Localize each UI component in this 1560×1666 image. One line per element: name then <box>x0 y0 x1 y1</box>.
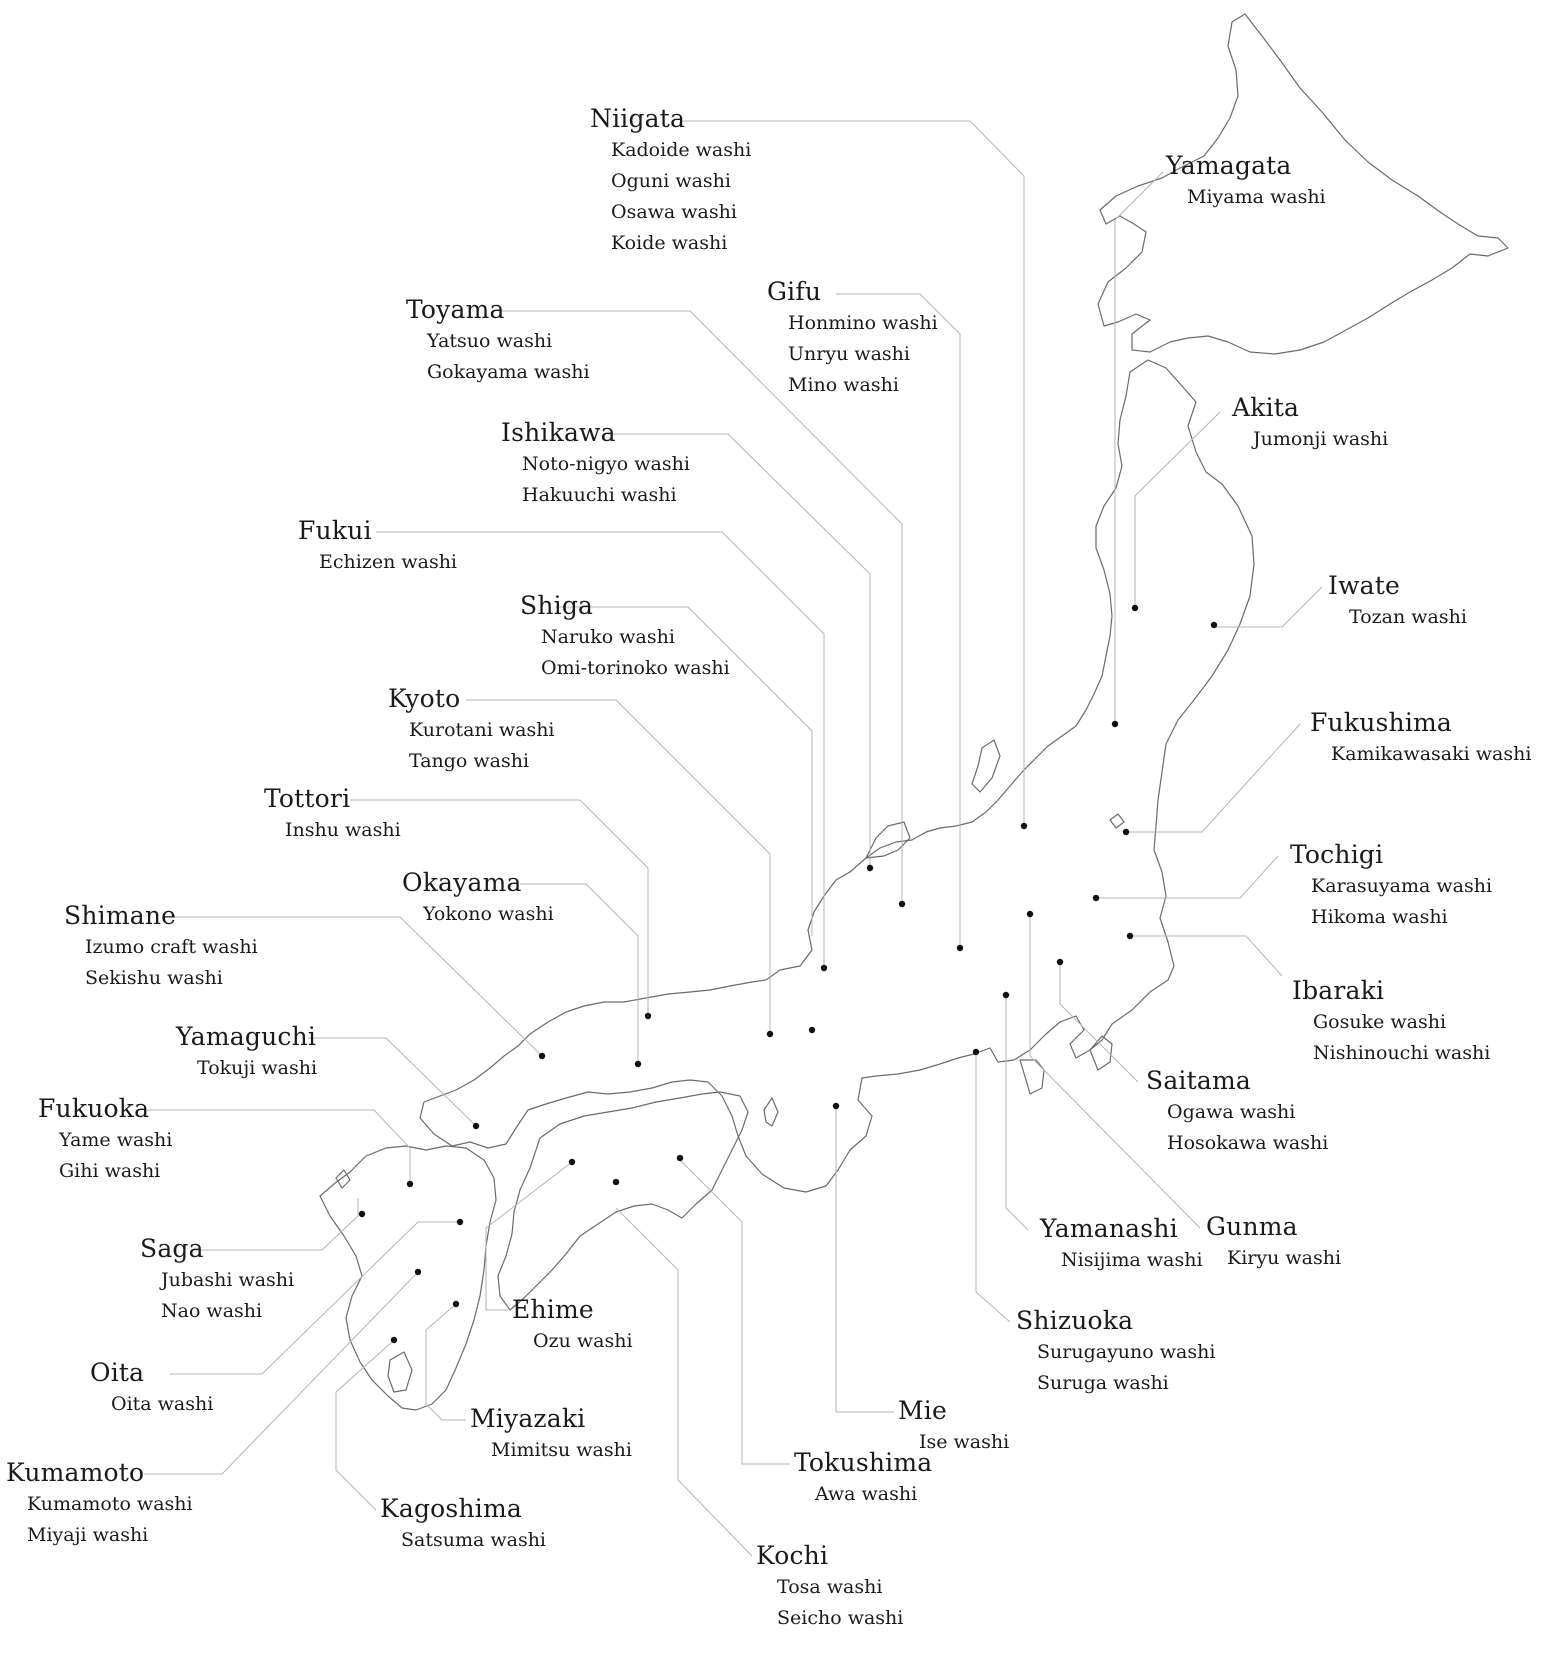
washi-item: Yatsuo washi <box>427 330 553 352</box>
dot-saitama <box>1057 959 1063 965</box>
washi-item: Suruga washi <box>1037 1372 1169 1394</box>
leader-miyazaki <box>426 1304 466 1420</box>
label-shimane <box>64 900 258 994</box>
washi-item: Mino washi <box>788 374 899 396</box>
label-kumamoto <box>6 1457 193 1551</box>
leader-kagoshima <box>336 1342 392 1510</box>
dot-niigata <box>1021 823 1027 829</box>
leader-tokushima <box>680 1160 790 1464</box>
prefecture-name: Miyazaki <box>470 1404 586 1433</box>
prefecture-name: Yamagata <box>1166 151 1292 180</box>
washi-item: Tosa washi <box>777 1576 883 1598</box>
label-saga <box>140 1233 294 1327</box>
label-shiga <box>520 590 730 684</box>
washi-item: Hakuuchi washi <box>522 484 677 506</box>
island-iki <box>336 1170 350 1188</box>
label-yamanashi <box>1040 1213 1203 1276</box>
prefecture-name: Okayama <box>402 868 522 897</box>
dot-toyama <box>899 901 905 907</box>
leader-tochigi <box>1096 856 1278 898</box>
washi-item: Gihi washi <box>59 1160 161 1182</box>
label-ibaraki <box>1292 975 1490 1069</box>
washi-item: Gosuke washi <box>1313 1011 1447 1033</box>
washi-item: Tozan washi <box>1349 606 1467 628</box>
dot-yamaguchi <box>473 1123 479 1129</box>
washi-item: Miyama washi <box>1187 186 1326 208</box>
washi-item: Jubashi washi <box>161 1269 295 1291</box>
washi-item: Satsuma washi <box>401 1529 547 1551</box>
prefecture-name: Shimane <box>64 901 177 930</box>
dot-tokushima <box>677 1155 683 1161</box>
leader-shizuoka <box>976 1052 1010 1322</box>
label-iwate <box>1328 570 1467 633</box>
washi-item: Hosokawa washi <box>1167 1132 1329 1154</box>
label-tochigi <box>1290 839 1492 933</box>
washi-item: Kadoide washi <box>611 139 752 161</box>
label-akita <box>1232 392 1388 455</box>
prefecture-name: Iwate <box>1328 571 1401 600</box>
washi-item: Tango washi <box>409 750 530 772</box>
prefecture-name: Gifu <box>767 277 822 306</box>
washi-item: Oita washi <box>111 1393 214 1415</box>
washi-item: Oguni washi <box>611 170 731 192</box>
island-shikoku <box>498 1092 748 1310</box>
dot-fukui <box>821 965 827 971</box>
leader-akita <box>1135 412 1220 608</box>
label-niigata <box>590 103 751 259</box>
label-toyama <box>406 294 590 388</box>
dot-yamagata <box>1112 721 1118 727</box>
dot-gunma <box>1027 911 1033 917</box>
label-saitama <box>1146 1065 1328 1159</box>
label-yamagata <box>1166 150 1326 213</box>
dot-iwate <box>1211 622 1217 628</box>
bay-kagoshima <box>388 1352 412 1392</box>
washi-item: Unryu washi <box>788 343 910 365</box>
washi-item: Naruko washi <box>541 626 675 648</box>
washi-item: Kiryu washi <box>1227 1247 1342 1269</box>
washi-item: Kamikawasaki washi <box>1331 743 1532 765</box>
washi-item: Ozu washi <box>533 1330 633 1352</box>
label-tokushima <box>794 1447 932 1510</box>
prefecture-name: Niigata <box>590 104 686 133</box>
dot-shiga <box>809 1027 815 1033</box>
lake-inawashiro <box>1110 814 1124 828</box>
prefecture-name: Tokushima <box>794 1448 933 1477</box>
leader-iwate <box>1214 587 1322 627</box>
dot-akita <box>1132 605 1138 611</box>
prefecture-name: Ehime <box>512 1295 594 1324</box>
dot-ishikawa <box>867 865 873 871</box>
prefecture-name: Yamaguchi <box>176 1022 317 1051</box>
prefecture-name: Tottori <box>264 784 351 813</box>
prefecture-name: Kumamoto <box>6 1458 145 1487</box>
dot-fukuoka <box>407 1181 413 1187</box>
prefecture-name: Shizuoka <box>1016 1306 1134 1335</box>
leader-yamanashi <box>1006 995 1028 1230</box>
prefecture-name: Mie <box>898 1396 947 1425</box>
washi-item: Yame washi <box>59 1129 173 1151</box>
peninsula-izu <box>1020 1060 1044 1094</box>
dot-shimane <box>539 1053 545 1059</box>
label-oita <box>90 1357 213 1420</box>
washi-item: Izumo craft washi <box>85 936 258 958</box>
leader-fukushima <box>1126 724 1300 832</box>
washi-item: Karasuyama washi <box>1311 875 1493 897</box>
dot-kagoshima <box>391 1337 397 1343</box>
label-fukuoka <box>38 1093 172 1187</box>
washi-item: Honmino washi <box>788 312 938 334</box>
washi-item: Awa washi <box>815 1483 918 1505</box>
washi-item: Yokono washi <box>423 903 554 925</box>
island-awaji <box>764 1098 778 1126</box>
prefecture-name: Tochigi <box>1290 840 1384 869</box>
dot-kumamoto <box>415 1269 421 1275</box>
washi-item: Koide washi <box>611 232 728 254</box>
dot-okayama <box>635 1061 641 1067</box>
dot-mie <box>833 1103 839 1109</box>
label-kyoto <box>388 683 555 777</box>
label-fukui <box>298 515 457 578</box>
dot-shizuoka <box>973 1049 979 1055</box>
dot-tottori <box>645 1013 651 1019</box>
prefecture-name: Kochi <box>756 1541 829 1570</box>
dot-miyazaki <box>453 1301 459 1307</box>
label-kochi <box>756 1540 903 1634</box>
prefecture-name: Yamanashi <box>1040 1214 1178 1243</box>
washi-item: Echizen washi <box>319 551 458 573</box>
washi-item: Inshu washi <box>285 819 401 841</box>
leader-saitama <box>1060 962 1138 1082</box>
leader-ibaraki <box>1130 936 1282 976</box>
prefecture-name: Saga <box>140 1234 204 1263</box>
washi-item: Nishinouchi washi <box>1313 1042 1491 1064</box>
dot-tochigi <box>1093 895 1099 901</box>
prefecture-name: Fukushima <box>1310 708 1453 737</box>
washi-item: Jumonji washi <box>1253 428 1389 450</box>
dot-oita <box>457 1219 463 1225</box>
washi-item: Tokuji washi <box>197 1057 318 1079</box>
washi-item: Mimitsu washi <box>491 1439 632 1461</box>
label-yamaguchi <box>176 1021 317 1084</box>
washi-item: Nisijima washi <box>1061 1249 1203 1271</box>
label-gunma <box>1206 1211 1341 1274</box>
prefecture-name: Ibaraki <box>1292 976 1385 1005</box>
washi-item: Ogawa washi <box>1167 1101 1296 1123</box>
prefecture-name: Shiga <box>520 591 594 620</box>
leader-yamaguchi <box>308 1038 476 1126</box>
washi-item: Seicho washi <box>777 1607 904 1629</box>
dot-ibaraki <box>1127 933 1133 939</box>
prefecture-name: Kagoshima <box>380 1494 522 1523</box>
leader-fukuoka <box>144 1110 410 1184</box>
dot-saga <box>359 1211 365 1217</box>
prefecture-name: Oita <box>90 1358 145 1387</box>
prefecture-name: Fukuoka <box>38 1094 150 1123</box>
washi-item: Noto-nigyo washi <box>522 453 690 475</box>
washi-item: Omi-torinoko washi <box>541 657 730 679</box>
label-okayama <box>402 867 554 930</box>
washi-item: Miyaji washi <box>27 1524 149 1546</box>
prefecture-name: Akita <box>1232 393 1300 422</box>
washi-item: Hikoma washi <box>1311 906 1448 928</box>
washi-item: Nao washi <box>161 1300 263 1322</box>
washi-item: Kurotani washi <box>409 719 555 741</box>
dot-ehime <box>569 1159 575 1165</box>
label-kagoshima <box>380 1493 546 1556</box>
prefecture-name: Gunma <box>1206 1212 1298 1241</box>
washi-item: Surugayuno washi <box>1037 1341 1216 1363</box>
label-shizuoka <box>1016 1305 1215 1399</box>
prefecture-name: Kyoto <box>388 684 461 713</box>
label-ishikawa <box>501 417 690 511</box>
label-ehime <box>512 1294 633 1357</box>
island-sado <box>972 740 1000 792</box>
leader-kochi <box>616 1208 752 1556</box>
prefecture-name: Ishikawa <box>501 418 616 447</box>
prefecture-name: Fukui <box>298 516 372 545</box>
leader-mie <box>836 1106 894 1412</box>
dot-kochi <box>613 1179 619 1185</box>
prefecture-name: Saitama <box>1146 1066 1251 1095</box>
washi-item: Osawa washi <box>611 201 737 223</box>
prefecture-name: Toyama <box>406 295 505 324</box>
label-fukushima <box>1310 707 1531 770</box>
washi-item: Kumamoto washi <box>27 1493 193 1515</box>
washi-item: Gokayama washi <box>427 361 590 383</box>
washi-item: Sekishu washi <box>85 967 223 989</box>
washi-item: Ise washi <box>919 1431 1010 1453</box>
label-miyazaki <box>470 1403 632 1466</box>
dot-kyoto <box>767 1031 773 1037</box>
label-tottori <box>264 783 401 846</box>
dot-fukushima <box>1123 829 1129 835</box>
label-gifu <box>767 276 938 401</box>
dot-gifu <box>957 945 963 951</box>
dot-yamanashi <box>1003 992 1009 998</box>
